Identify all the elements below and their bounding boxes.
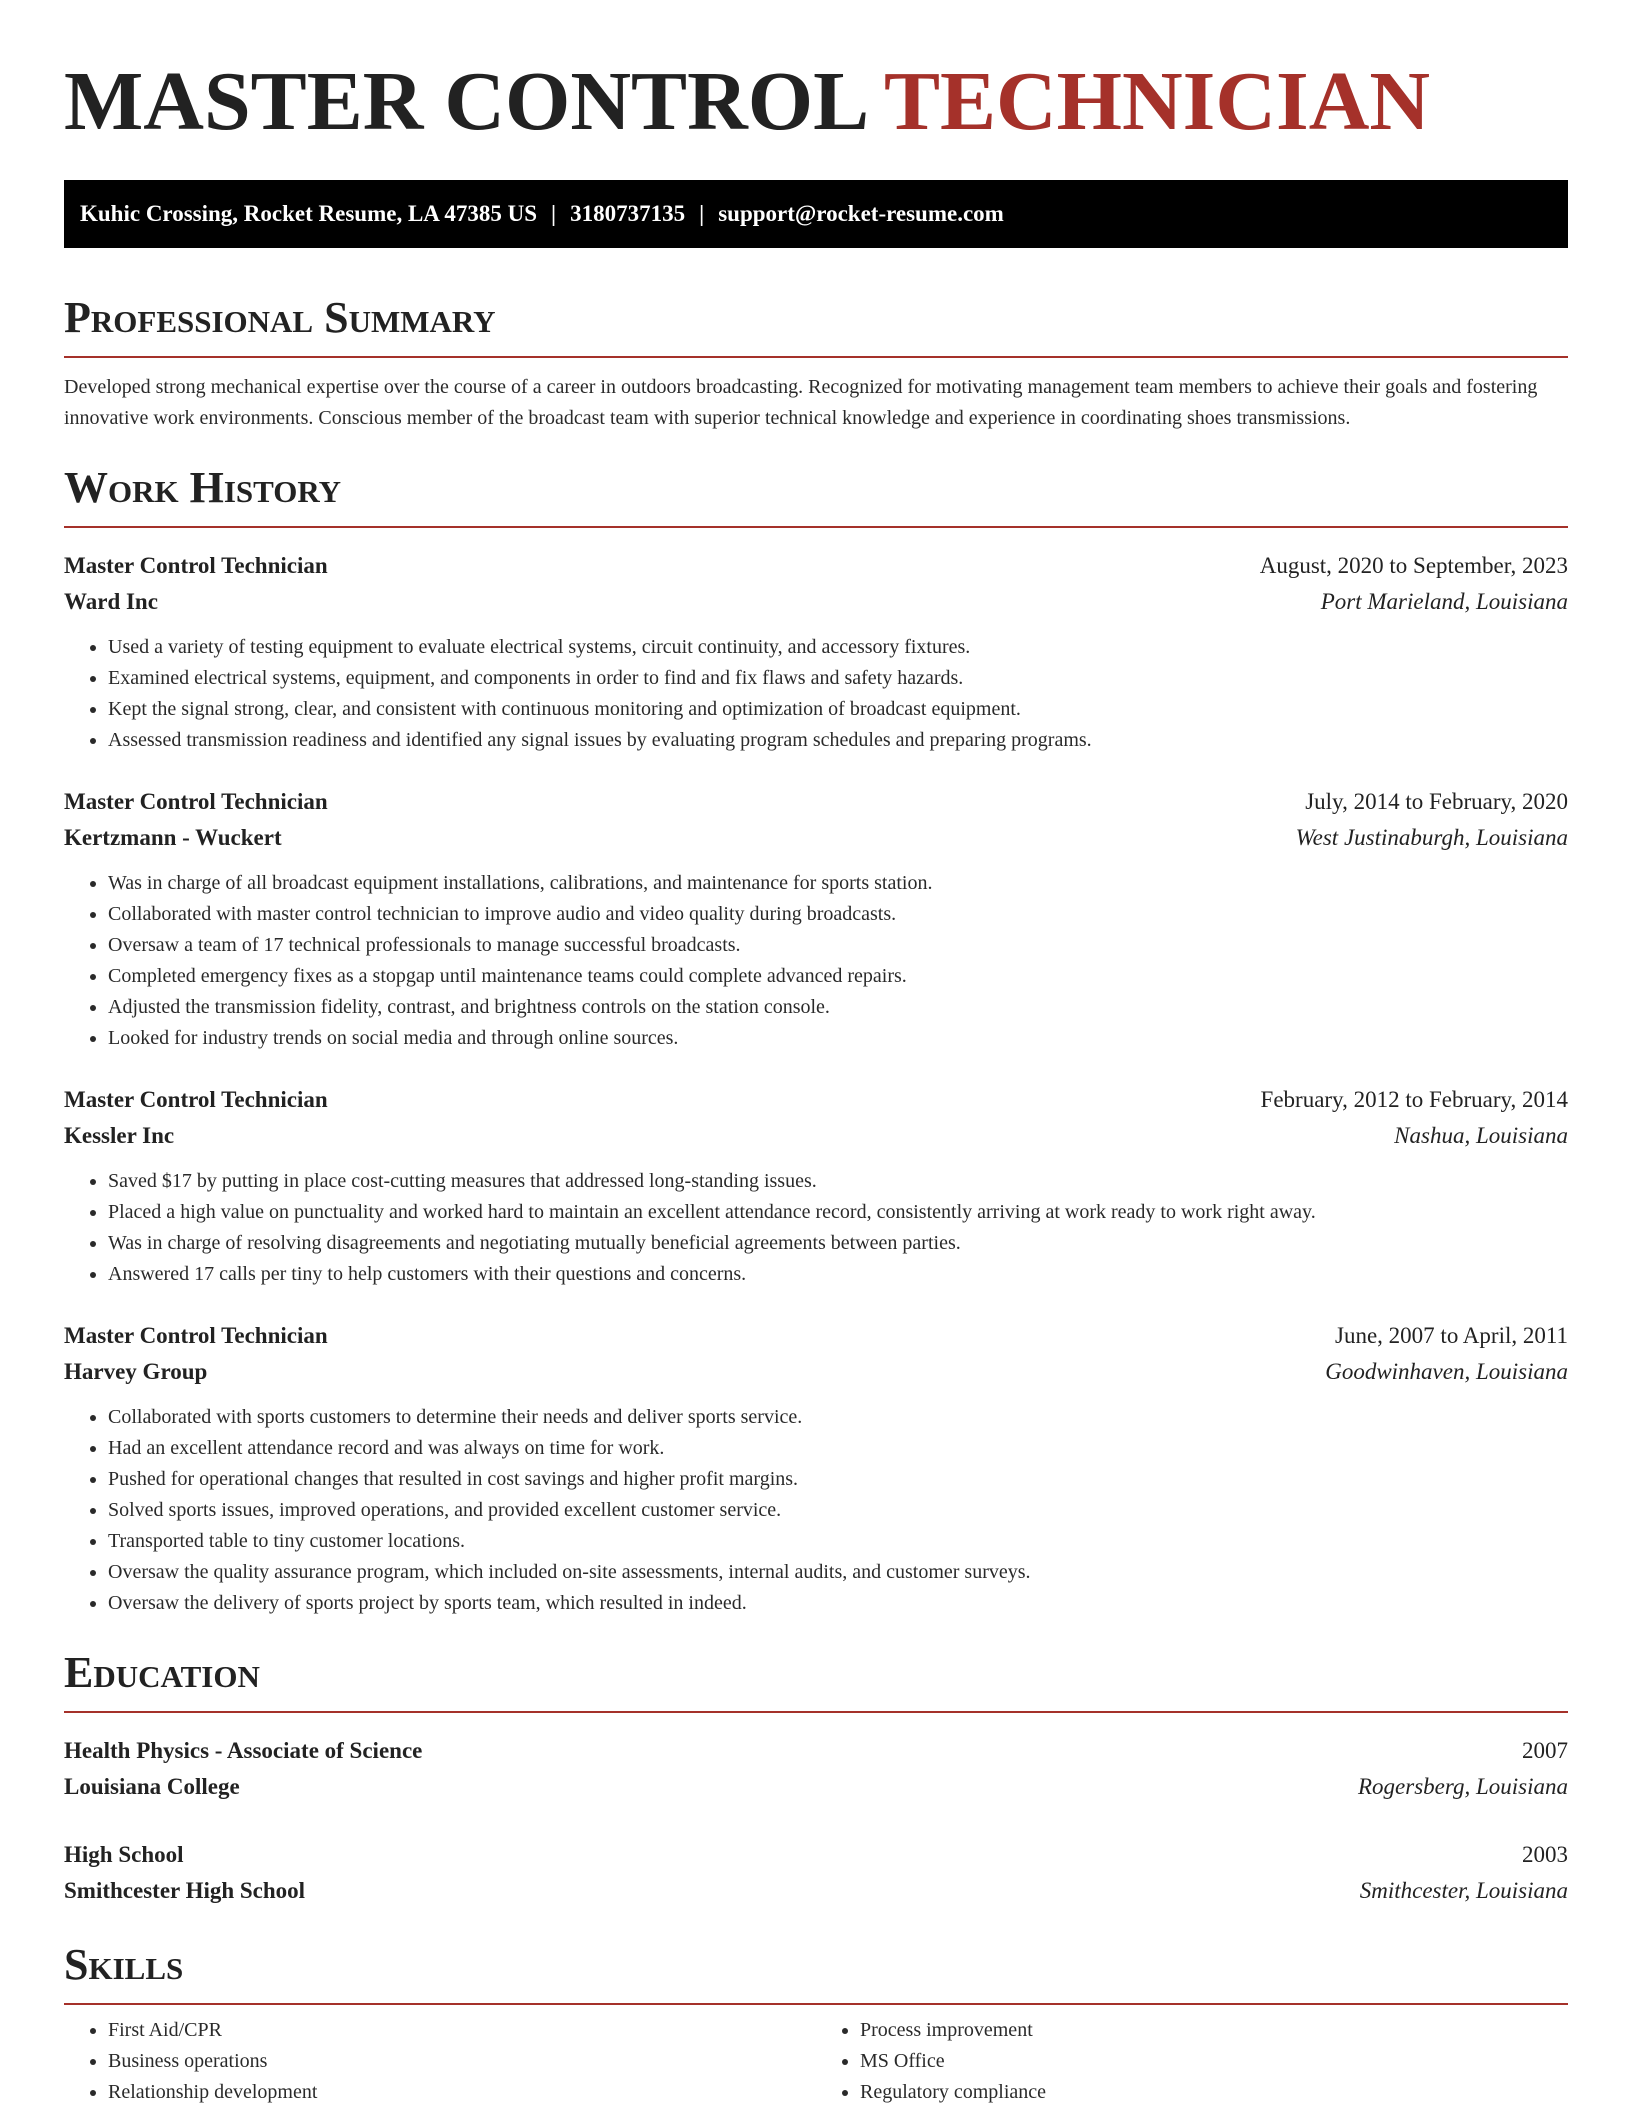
- edu-school-row: [64, 1873, 1568, 1909]
- job-dates: June, 2007 to April, 2011: [1335, 1323, 1568, 1348]
- summary-text: Developed strong mechanical expertise over the course of a career in outdoors broadcasting. Recognized for motivating management team members to achieve their goals and fostering innovative work environments. Conscious member of the broadcast team with superior technical knowledge and experience in coordinating shoes transmissions.: [64, 376, 1538, 429]
- skill-item: • Process improvement: [860, 2015, 1568, 2046]
- job-company-row: [64, 1118, 1568, 1154]
- edu-degree-row: [64, 1837, 1568, 1873]
- job-company: Kertzmann - Wuckert: [64, 825, 282, 850]
- education-section: [64, 1647, 1568, 1909]
- job-company-row: [64, 820, 1568, 856]
- resume-name: [64, 0, 1568, 148]
- name-last: TECHNICIAN: [883, 55, 1431, 148]
- contact-phone: 3180737135: [570, 201, 686, 226]
- skills-grid: [64, 2015, 1568, 2108]
- job-title: Master Control Technician: [64, 553, 328, 578]
- job-entry: [64, 1318, 1568, 1619]
- name-first: MASTER CONTROL: [64, 55, 865, 148]
- job-dates: July, 2014 to February, 2020: [1305, 789, 1568, 814]
- job-bullet: • Oversaw the quality assurance program, which included on-site assessments, internal audits, and customer surveys.: [108, 1557, 1568, 1588]
- section-heading-skills: Skills: [64, 1939, 1568, 2005]
- education-entry: [64, 1837, 1568, 1909]
- job-bullets: [64, 868, 1568, 1054]
- job-bullet: • Examined electrical systems, equipment, and components in order to find and fix flaws and safety hazards.: [108, 663, 1568, 694]
- job-bullet: • Completed emergency fixes as a stopgap until maintenance teams could complete advanced repairs.: [108, 961, 1568, 992]
- skill-item: • Regulatory compliance: [860, 2077, 1568, 2108]
- edu-school-row: [64, 1769, 1568, 1805]
- job-title-row: [64, 548, 1568, 584]
- section-heading-work: Work History: [64, 462, 1568, 528]
- job-bullet: • Placed a high value on punctuality and worked hard to maintain an excellent attendance record, consistently arriving at work ready to work right away.: [108, 1197, 1568, 1228]
- job-bullet: • Oversaw a team of 17 technical professionals to manage successful broadcasts.: [108, 930, 1568, 961]
- skill-item: • MS Office: [860, 2046, 1568, 2077]
- job-dates: August, 2020 to September, 2023: [1259, 553, 1568, 578]
- job-bullet: • Oversaw the delivery of sports project by sports team, which resulted in indeed.: [108, 1588, 1568, 1619]
- edu-school: Smithcester High School: [64, 1878, 306, 1903]
- edu-year: 2007: [1522, 1738, 1568, 1763]
- skill-item: • Business operations: [108, 2046, 816, 2077]
- job-bullet: • Saved $17 by putting in place cost-cutting measures that addressed long-standing issues.: [108, 1166, 1568, 1197]
- job-company-row: [64, 584, 1568, 620]
- education-entry: [64, 1733, 1568, 1805]
- job-bullet: • Answered 17 calls per tiny to help customers with their questions and concerns.: [108, 1259, 1568, 1290]
- job-bullet: • Had an excellent attendance record and was always on time for work.: [108, 1433, 1568, 1464]
- job-bullet: • Pushed for operational changes that resulted in cost savings and higher profit margins.: [108, 1464, 1568, 1495]
- job-bullet: • Used a variety of testing equipment to evaluate electrical systems, circuit continuity, and accessory fixtures.: [108, 632, 1568, 663]
- edu-school: Louisiana College: [64, 1774, 240, 1799]
- job-bullet: • Kept the signal strong, clear, and consistent with continuous monitoring and optimization of broadcast equipment.: [108, 694, 1568, 725]
- job-bullet: • Adjusted the transmission fidelity, contrast, and brightness controls on the station console.: [108, 992, 1568, 1023]
- contact-email: support@rocket-resume.com: [718, 201, 1004, 226]
- job-location: Port Marieland, Louisiana: [1320, 589, 1568, 614]
- job-location: Goodwinhaven, Louisiana: [1325, 1359, 1568, 1384]
- job-entry: [64, 784, 1568, 1054]
- job-bullet: • Collaborated with master control technician to improve audio and video quality during broadcasts.: [108, 899, 1568, 930]
- job-entry: [64, 1082, 1568, 1290]
- edu-year: 2003: [1522, 1842, 1568, 1867]
- job-title-row: [64, 1082, 1568, 1118]
- job-company: Ward Inc: [64, 589, 158, 614]
- job-title: Master Control Technician: [64, 1087, 328, 1112]
- job-title-row: [64, 1318, 1568, 1354]
- skill-item: • First Aid/CPR: [108, 2015, 816, 2046]
- contact-address: Kuhic Crossing, Rocket Resume, LA 47385 US: [80, 201, 538, 226]
- contact-separator: |: [551, 201, 557, 226]
- skill-item: • Relationship development: [108, 2077, 816, 2108]
- skills-column-left: [64, 2015, 816, 2108]
- job-bullet: • Transported table to tiny customer locations.: [108, 1526, 1568, 1557]
- job-title: Master Control Technician: [64, 1323, 328, 1348]
- job-bullet: • Was in charge of all broadcast equipment installations, calibrations, and maintenance for sports station.: [108, 868, 1568, 899]
- job-bullets: [64, 1402, 1568, 1619]
- edu-location: Rogersberg, Louisiana: [1358, 1774, 1568, 1799]
- edu-degree: High School: [64, 1842, 184, 1867]
- contact-separator: |: [699, 201, 705, 226]
- job-bullet: • Assessed transmission readiness and identified any signal issues by evaluating program schedules and preparing programs.: [108, 725, 1568, 756]
- job-bullet: • Solved sports issues, improved operations, and provided excellent customer service.: [108, 1495, 1568, 1526]
- summary-section: [64, 292, 1568, 434]
- job-location: West Justinaburgh, Louisiana: [1295, 825, 1568, 850]
- edu-degree-row: [64, 1733, 1568, 1769]
- edu-location: Smithcester, Louisiana: [1359, 1878, 1568, 1903]
- job-title-row: [64, 784, 1568, 820]
- section-heading-summary: Professional Summary: [64, 292, 1568, 358]
- section-heading-education: Education: [64, 1647, 1568, 1713]
- job-bullets: [64, 1166, 1568, 1290]
- job-location: Nashua, Louisiana: [1394, 1123, 1568, 1148]
- job-bullet: • Collaborated with sports customers to determine their needs and deliver sports service.: [108, 1402, 1568, 1433]
- work-history-section: [64, 462, 1568, 1619]
- job-bullet: • Was in charge of resolving disagreements and negotiating mutually beneficial agreements between parties.: [108, 1228, 1568, 1259]
- edu-degree: Health Physics - Associate of Science: [64, 1738, 423, 1763]
- job-entry: [64, 548, 1568, 756]
- job-company: Kessler Inc: [64, 1123, 175, 1148]
- job-dates: February, 2012 to February, 2014: [1260, 1087, 1568, 1112]
- skills-section: [64, 1939, 1568, 2108]
- contact-bar: [64, 180, 1568, 248]
- job-title: Master Control Technician: [64, 789, 328, 814]
- job-company-row: [64, 1354, 1568, 1390]
- job-bullet: • Looked for industry trends on social media and through online sources.: [108, 1023, 1568, 1054]
- job-bullets: [64, 632, 1568, 756]
- job-company: Harvey Group: [64, 1359, 208, 1384]
- skills-column-right: [816, 2015, 1568, 2108]
